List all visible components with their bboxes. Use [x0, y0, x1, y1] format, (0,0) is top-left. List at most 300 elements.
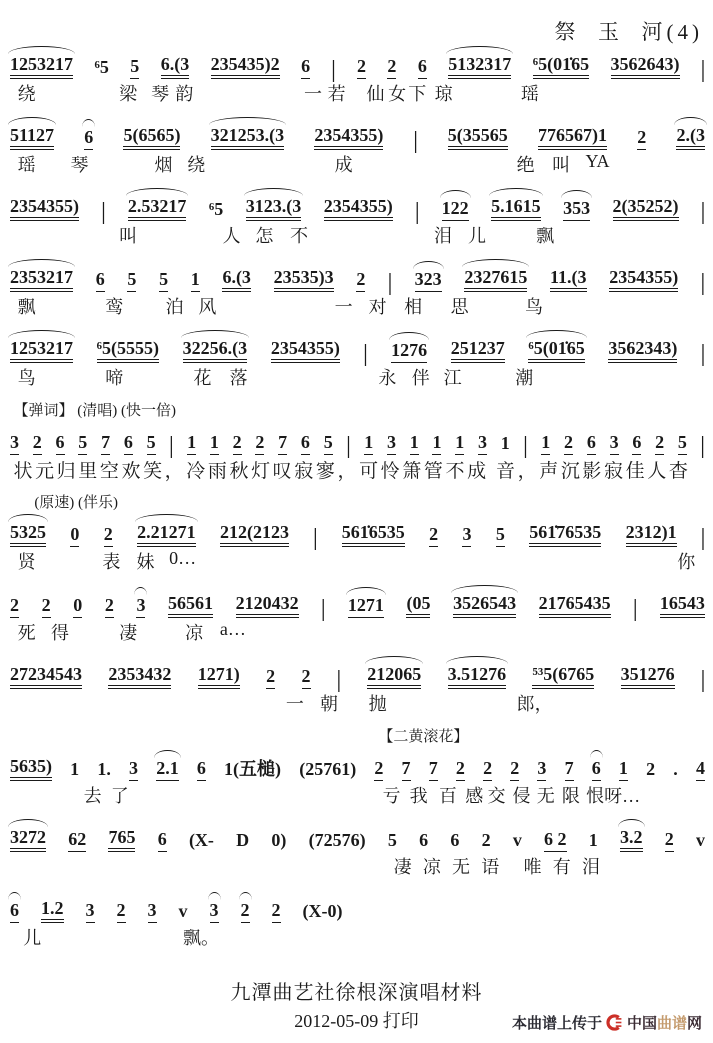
lyric-syllable: 我: [409, 786, 428, 806]
note-token: 2: [104, 525, 113, 547]
note-token: 1253217: [10, 55, 73, 79]
barline: |: [331, 55, 336, 83]
note-token: 2: [356, 270, 365, 292]
lyric-syllable: 唯: [523, 857, 542, 877]
lyric-syllable: YA: [585, 151, 610, 171]
note-token: 2: [655, 433, 664, 455]
lyric-syllable: 绕: [187, 155, 206, 175]
note-token: 5: [147, 433, 156, 455]
barline: |: [321, 594, 326, 622]
notation-line: [10, 422, 705, 459]
note-token: 2: [646, 759, 656, 779]
note-token: .: [673, 759, 678, 779]
note-token: 0: [70, 525, 79, 547]
note-token: 5.1615: [491, 197, 541, 221]
notation-line: [10, 585, 705, 622]
note-token: 3.2: [620, 828, 643, 852]
note-token: 23535)3: [274, 268, 334, 292]
note-token: 56561: [168, 594, 213, 618]
lyric-syllable: 潮: [515, 368, 534, 388]
note-token: 1: [455, 433, 464, 455]
lyric-syllable: 人: [222, 226, 241, 246]
note-token: 7: [278, 433, 287, 455]
barline: |: [700, 268, 705, 296]
barline: |: [523, 431, 528, 459]
score-systems: [10, 46, 705, 961]
score-system: [10, 493, 705, 572]
score-system: [10, 259, 705, 317]
note-token: 5: [127, 270, 136, 292]
lyric-syllable: 女: [388, 84, 407, 104]
lyric-line: [10, 455, 705, 480]
note-token: 1: [541, 433, 550, 455]
note-token: 32256.(3: [183, 339, 248, 363]
lyric-syllable: 若: [327, 84, 346, 104]
note-token: ⁵³5(6765: [532, 665, 594, 689]
note-token: 1: [191, 270, 200, 292]
note-token: 4: [696, 759, 705, 781]
note-token: 6: [632, 433, 641, 455]
note-token: ⁶5: [208, 199, 224, 219]
watermark: [509, 1010, 705, 1035]
lyric-syllable: 飘: [536, 226, 555, 246]
notation-line: [10, 188, 705, 225]
lyric-syllable: a…: [219, 619, 246, 639]
lyric-line: [10, 618, 705, 643]
note-token: 2: [42, 596, 51, 618]
lyric-syllable: 相: [404, 297, 423, 317]
lyric-syllable: 得: [51, 623, 69, 643]
barline: |: [336, 665, 341, 693]
note-token: 6: [587, 433, 596, 455]
note-token: ⁶5(01̇65: [528, 339, 584, 363]
lyric-syllable: 飘。: [183, 928, 220, 948]
lyric-syllable: 成: [334, 155, 353, 175]
lyric-syllable: 飘: [17, 297, 36, 317]
note-token: 27234543: [10, 665, 82, 689]
score-system: [10, 117, 705, 175]
note-token: 2120432: [236, 594, 299, 618]
watermark-upload-text: 本曲谱上传于: [511, 1015, 602, 1032]
barline: |: [701, 197, 705, 225]
note-token: 5: [159, 270, 168, 292]
notation-line: [10, 514, 705, 551]
note-token: 7: [402, 759, 411, 781]
lyric-syllable: 仙: [366, 84, 385, 104]
barline: |: [700, 55, 705, 83]
lyric-syllable: 鸟: [524, 297, 543, 317]
note-token: 6: [592, 759, 601, 781]
lyric-syllable: 瑶: [17, 155, 36, 175]
lyric-syllable: 琴: [70, 155, 89, 175]
barline: |: [700, 431, 705, 459]
lyric-syllable: 梁: [119, 84, 138, 104]
score-system: [10, 656, 705, 714]
notation-line: [10, 748, 705, 781]
lyric-syllable: 抛: [368, 694, 387, 714]
lyric-syllable: 伴: [411, 368, 430, 388]
note-token: 6.(3: [161, 55, 190, 79]
note-token: 2: [637, 128, 646, 150]
note-token: 1.2: [41, 899, 64, 923]
note-token: 765: [108, 828, 135, 852]
lyric-syllable: 泪: [581, 857, 600, 877]
score-system: [10, 890, 705, 948]
lyric-syllable: 朝: [319, 694, 338, 714]
lyric-line: [10, 150, 705, 175]
note-token: 212(2123: [220, 523, 289, 547]
watermark-site-part: 网: [686, 1015, 702, 1032]
note-token: 5: [78, 433, 87, 455]
note-token: 3: [129, 759, 138, 781]
note-token: 3.51276: [448, 665, 507, 689]
note-token: 6 2: [544, 830, 567, 852]
note-token: 1271: [348, 596, 384, 618]
note-token: (X-: [188, 830, 214, 850]
note-token: 351276: [621, 665, 675, 689]
note-token: 6: [419, 830, 429, 850]
barline: |: [313, 523, 318, 551]
note-token: 251237: [451, 339, 505, 363]
lyric-syllable: 凄: [119, 623, 138, 643]
lyric-syllable: 你: [677, 552, 696, 572]
note-token: 1(五槌): [224, 759, 282, 779]
note-token: 1: [619, 759, 628, 781]
note-token: 6: [96, 270, 105, 292]
note-token: 2: [510, 759, 519, 781]
note-token: 2: [233, 433, 242, 455]
barline: |: [700, 523, 705, 551]
lyric-syllable: 琼: [434, 84, 453, 104]
note-token: 3272: [10, 828, 46, 852]
note-token: 3: [462, 525, 471, 547]
note-token: 2327615: [464, 268, 527, 292]
lyric-syllable: 凉: [422, 857, 441, 877]
lyric-syllable: 恨呀…: [586, 786, 641, 806]
lyric-syllable: 无: [452, 857, 471, 877]
note-token: 3: [610, 433, 619, 455]
lyric-syllable: 儿: [23, 928, 42, 948]
note-token: 6: [158, 830, 167, 852]
lyric-syllable: 啼: [105, 368, 124, 388]
note-token: 0: [73, 596, 82, 618]
note-token: 3: [478, 433, 487, 455]
note-token: 2354355): [314, 126, 383, 150]
note-token: 2: [272, 901, 281, 923]
note-token: (25761): [299, 759, 357, 779]
barline: |: [633, 594, 638, 622]
lyric-syllable: 下: [408, 84, 427, 104]
note-token: 1: [70, 759, 80, 779]
note-token: 5(6565): [123, 126, 180, 150]
note-token: 2353217: [10, 268, 73, 292]
barline: |: [701, 339, 705, 367]
watermark-site-part: 曲谱: [656, 1015, 687, 1032]
score-system: [10, 330, 705, 388]
note-token: 1: [410, 433, 419, 455]
note-token: ⁶5(5555): [97, 339, 159, 363]
note-token: 2: [665, 830, 674, 852]
lyric-syllable: 状元归里空欢笑，冷雨秋灯叹寂寥，可怜箫管不成 音，声沉影寂佳人杳: [13, 461, 691, 482]
note-token: 51127: [10, 126, 54, 150]
note-token: ⁶5(01̇65: [533, 55, 589, 79]
section-label: 【弹词】 (清唱) (快一倍): [13, 403, 176, 419]
notation-line: [10, 117, 705, 154]
note-token: 5(35565: [448, 126, 508, 150]
note-token: 2.1: [156, 759, 179, 781]
note-token: 6: [301, 57, 310, 79]
note-token: 21765435: [539, 594, 611, 618]
lyric-syllable: 一: [285, 694, 304, 714]
footer-source: 九潭曲艺社徐根深演唱材料: [230, 982, 483, 1004]
lyric-syllable: 凉: [185, 623, 204, 643]
watermark-site-name: [627, 1012, 702, 1033]
lyric-syllable: 风: [198, 297, 217, 317]
lyric-line: [10, 547, 705, 572]
note-token: 5635): [10, 757, 52, 781]
note-token: 3: [86, 901, 95, 923]
lyric-syllable: 绝: [516, 155, 535, 175]
lyric-syllable: 有: [552, 857, 571, 877]
lyric-syllable: 交: [487, 786, 506, 806]
note-token: 0): [271, 830, 287, 850]
note-token: 6: [418, 57, 427, 79]
note-token: 3526543: [453, 594, 516, 618]
lyric-syllable: 鸟: [17, 368, 36, 388]
note-token: 3: [537, 759, 546, 781]
note-token: 5: [130, 57, 139, 79]
note-token: 2354355): [271, 339, 340, 363]
lyric-syllable: 瑶: [520, 84, 539, 104]
note-token: 5132317: [448, 55, 511, 79]
note-token: v: [695, 830, 705, 850]
note-token: 7: [429, 759, 438, 781]
section-label: 【二黄滚花】: [378, 729, 469, 745]
notation-line: [10, 46, 705, 83]
note-token: 2.21271: [137, 523, 196, 547]
lyric-line: [10, 689, 705, 714]
note-token: 2: [481, 830, 491, 850]
lyric-syllable: 去: [83, 786, 102, 806]
note-token: 2(35252): [613, 197, 679, 221]
score-system: [10, 188, 705, 246]
note-token: 3: [148, 901, 157, 923]
note-token: 561̇76535: [529, 523, 601, 547]
lyric-line: [10, 79, 705, 104]
lyric-syllable: 郎，: [516, 694, 553, 714]
note-token: 5325: [10, 523, 46, 547]
note-token: D: [236, 830, 250, 850]
lyric-line: [10, 221, 705, 246]
note-token: 2353432: [108, 665, 171, 689]
note-token: 2: [117, 901, 126, 923]
lyric-syllable: 江: [443, 368, 462, 388]
note-token: 1271): [198, 665, 240, 689]
lyric-syllable: 永: [378, 368, 397, 388]
note-token: 1: [364, 433, 373, 455]
lyric-syllable: 百: [438, 786, 457, 806]
lyric-syllable: 不: [290, 226, 309, 246]
note-token: 2: [483, 759, 492, 781]
note-token: 323: [415, 270, 442, 292]
lyric-syllable: 绕: [17, 84, 36, 104]
score-system: [10, 401, 705, 480]
note-token: v: [512, 830, 522, 850]
note-token: 353: [563, 199, 590, 221]
note-token: 3: [387, 433, 396, 455]
quputu-logo-icon: [606, 1014, 623, 1031]
note-token: 2: [357, 57, 366, 79]
lyric-syllable: 限: [561, 786, 580, 806]
note-token: (X-0): [302, 901, 343, 921]
note-token: 2: [387, 57, 396, 79]
lyric-syllable: 花: [193, 368, 212, 388]
note-token: 3562343): [608, 339, 677, 363]
note-token: 3: [10, 433, 19, 455]
notation-line: [10, 259, 705, 296]
note-token: 2: [429, 525, 438, 547]
note-token: 1: [187, 433, 196, 455]
lyric-syllable: 烟: [154, 155, 173, 175]
note-token: 1: [210, 433, 219, 455]
lyric-syllable: 0…: [169, 548, 197, 568]
lyric-syllable: 琴: [151, 84, 170, 104]
note-token: 2: [33, 433, 42, 455]
note-token: 6: [197, 759, 206, 781]
note-token: 1: [500, 433, 510, 453]
note-token: 561̇6535: [342, 523, 405, 547]
note-token: 2312)1: [626, 523, 677, 547]
notation-line: [10, 890, 705, 923]
barline: |: [415, 197, 420, 225]
watermark-site-part: 中国: [626, 1015, 657, 1032]
note-token: 212065: [367, 665, 421, 689]
note-token: 7: [565, 759, 574, 781]
note-token: 6: [10, 901, 19, 923]
note-token: 5: [324, 433, 333, 455]
lyric-syllable: 思: [450, 297, 469, 317]
score-system: [10, 46, 705, 104]
note-token: 1276: [391, 341, 427, 363]
note-token: 1.: [97, 759, 111, 779]
note-token: ⁶5: [94, 57, 109, 77]
lyric-syllable: 对: [368, 297, 387, 317]
note-token: 2: [241, 901, 250, 923]
note-token: 16543: [660, 594, 705, 618]
note-token: 2.(3: [676, 126, 705, 150]
note-token: 2: [10, 596, 19, 618]
notation-line: [10, 330, 705, 367]
barline: |: [169, 431, 174, 459]
lyric-syllable: 表: [102, 552, 121, 572]
note-token: 7: [101, 433, 110, 455]
barline: |: [701, 665, 705, 693]
lyric-syllable: 语: [481, 857, 500, 877]
note-token: 2: [302, 667, 311, 689]
notation-line: [10, 656, 705, 693]
lyric-syllable: 怎: [255, 226, 274, 246]
lyric-line: [10, 292, 705, 317]
footer-print-date: 2012-05-09 打印: [294, 1011, 419, 1031]
note-token: 6: [450, 830, 460, 850]
note-token: 1: [588, 830, 598, 850]
barline: |: [388, 268, 392, 296]
note-token: (72576): [308, 830, 366, 850]
barline: |: [101, 197, 106, 225]
notation-line: [10, 819, 705, 852]
lyric-syllable: 落: [229, 368, 248, 388]
section-label: (原速) (伴乐): [34, 495, 119, 511]
note-token: 5: [496, 525, 505, 547]
note-token: 776567)1: [538, 126, 607, 150]
lyric-syllable: 无: [536, 786, 555, 806]
lyric-syllable: 死: [17, 623, 36, 643]
score-system: [10, 727, 705, 806]
lyric-line: [10, 852, 705, 877]
note-token: 321253.(3: [211, 126, 285, 150]
lyric-syllable: 叫: [552, 155, 571, 175]
barline: |: [346, 431, 351, 459]
note-token: 5: [387, 830, 397, 850]
lyric-syllable: 一: [303, 84, 322, 104]
note-token: 6: [301, 433, 310, 455]
note-token: 1: [432, 433, 441, 455]
lyric-syllable: 泪: [433, 226, 452, 246]
barline: |: [413, 126, 418, 154]
note-token: 3: [136, 596, 145, 618]
note-token: 2354355): [10, 197, 79, 221]
note-token: 235435)2: [211, 55, 280, 79]
lyric-syllable: 泊: [165, 297, 184, 317]
note-token: 5: [678, 433, 687, 455]
lyric-syllable: 感: [465, 786, 484, 806]
note-token: 11.(3: [550, 268, 587, 292]
lyric-syllable: 儿: [468, 226, 486, 246]
note-token: 2: [105, 596, 114, 618]
lyric-syllable: 凄: [393, 857, 412, 877]
lyric-syllable: 一: [334, 297, 353, 317]
note-token: 2: [266, 667, 275, 689]
note-token: v: [178, 901, 188, 921]
note-token: 6: [124, 433, 133, 455]
note-token: 1253217: [10, 339, 73, 363]
note-token: 2: [564, 433, 573, 455]
lyric-syllable: 叫: [119, 226, 138, 246]
note-token: 3123.(3: [246, 197, 302, 221]
lyric-line: [10, 781, 705, 806]
page-title: 祭 玉 河(4): [554, 20, 703, 44]
note-token: 2354355): [609, 268, 678, 292]
barline: |: [363, 339, 368, 367]
note-token: (05: [406, 594, 430, 618]
lyric-syllable: 妹: [136, 552, 155, 572]
note-token: 3: [210, 901, 219, 923]
lyric-syllable: 贤: [17, 552, 36, 572]
note-token: 2354355): [324, 197, 393, 221]
lyric-line: [10, 923, 705, 948]
note-token: 6: [56, 433, 65, 455]
note-token: 3562643): [611, 55, 680, 79]
note-token: 6.(3: [222, 268, 251, 292]
note-token: 2.53217: [128, 197, 187, 221]
lyric-syllable: 亏: [382, 786, 401, 806]
note-token: 62: [68, 830, 86, 852]
note-token: 2: [255, 433, 264, 455]
lyric-line: [10, 363, 705, 388]
note-token: 122: [442, 199, 469, 221]
score-system: [10, 819, 705, 877]
lyric-syllable: 了: [110, 786, 129, 806]
